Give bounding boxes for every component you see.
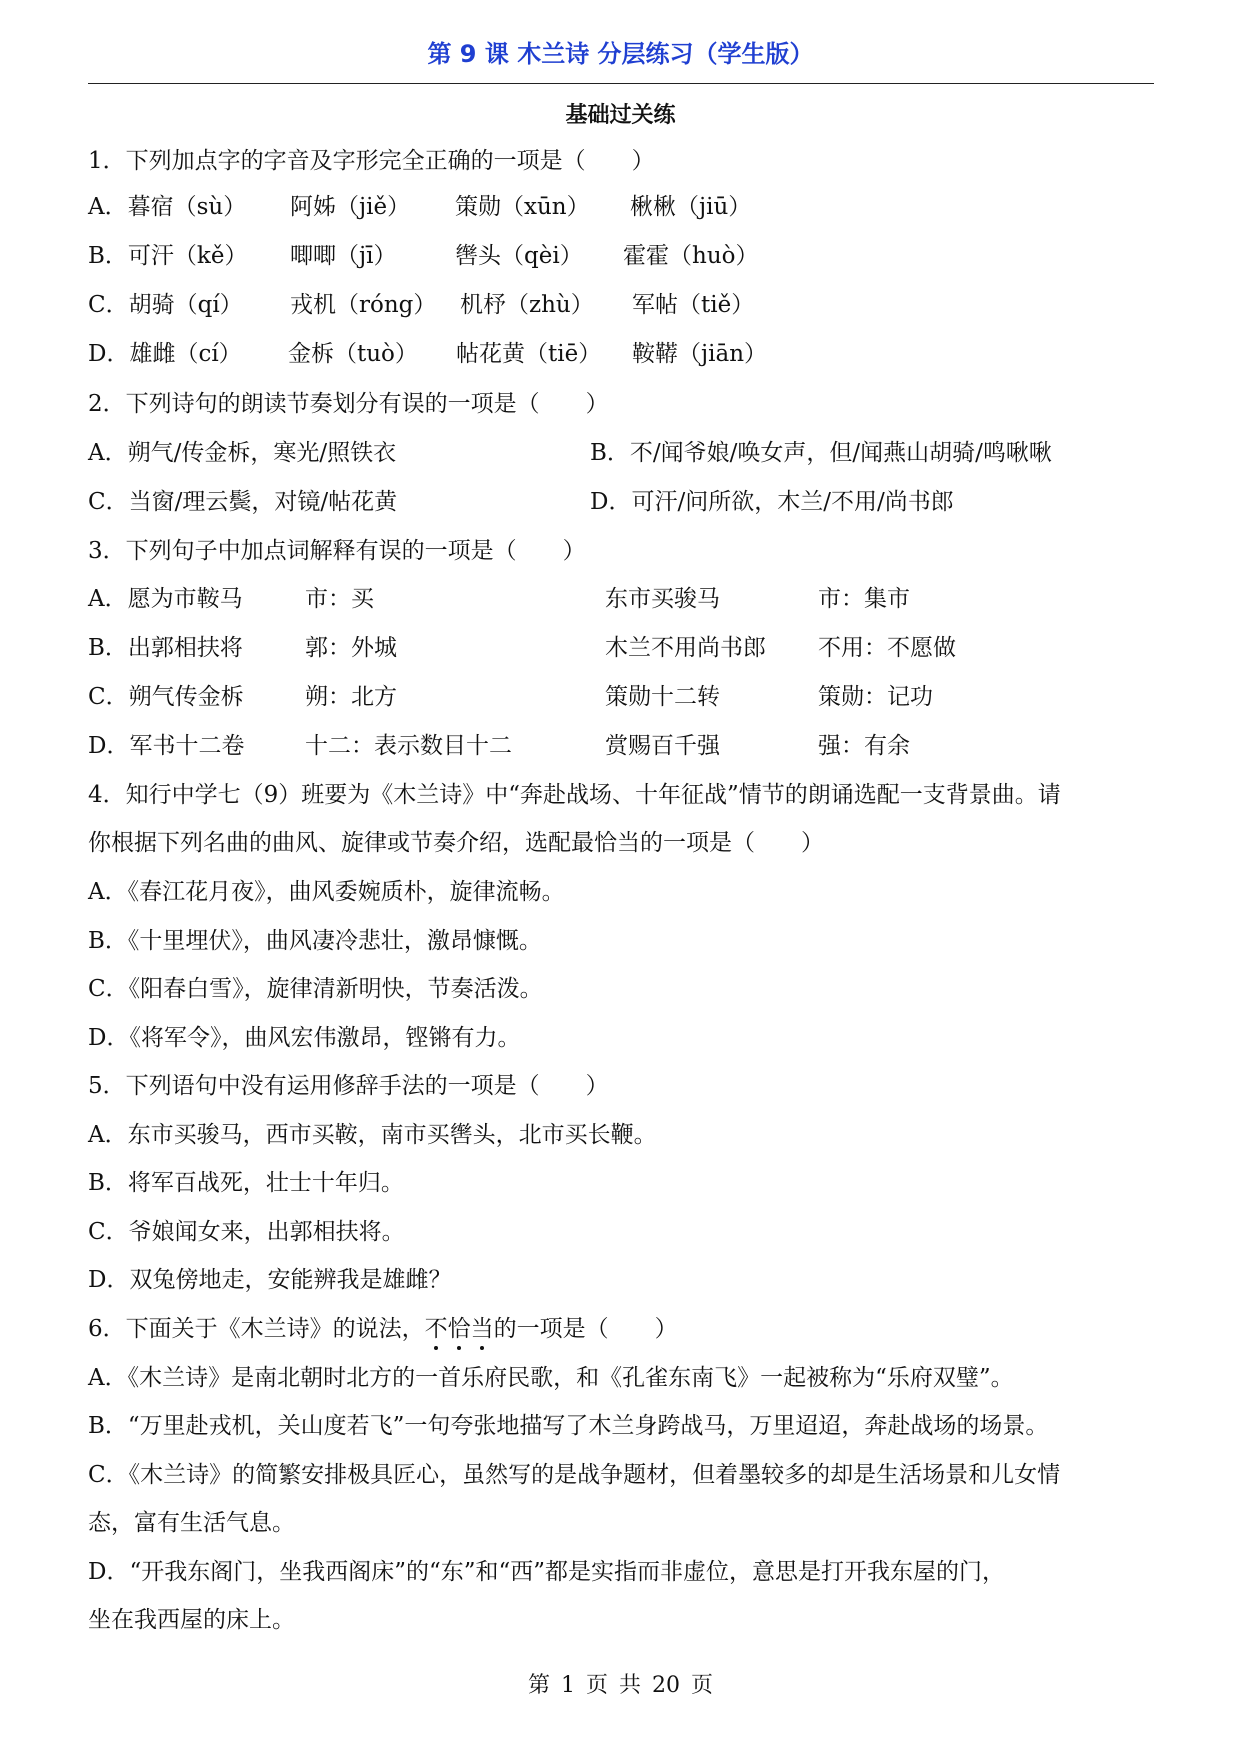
q3-option-a-sentence-2: 东市买骏马 — [605, 586, 720, 612]
q1-option-c-item-1: C．胡骑（qí） — [88, 292, 243, 318]
q6-option-d-line-1: D．“开我东阁门，坐我西阁床”的“东”和“西”都是实指而非虚位，意思是打开我东屋的门， — [88, 1559, 1005, 1585]
footer-page-label: 第 — [527, 1673, 550, 1698]
q1-option-b-item-1: B．可汗（kě） — [88, 243, 248, 269]
emphasis-char: 恰 — [447, 1316, 471, 1342]
section-title: 基础过关练 — [565, 103, 676, 128]
document-header-title: 第 9 课 木兰诗 分层练习（学生版） — [427, 40, 814, 68]
q3-option-c-sentence-1: C．朔气传金柝 — [88, 684, 244, 710]
footer-page-number: 1 — [560, 1673, 575, 1698]
q3-option-b-sentence-2: 木兰不用尚书郎 — [605, 635, 766, 661]
q3-option-c-sentence-2: 策勋十二转 — [605, 684, 720, 710]
q6-option-c-line-2: 态，富有生活气息。 — [88, 1510, 295, 1536]
q5-stem: 5．下列语句中没有运用修辞手法的一项是（ ） — [88, 1073, 609, 1099]
q1-stem: 1．下列加点字的字音及字形完全正确的一项是（ ） — [88, 148, 655, 174]
emphasis-char: 不 — [424, 1316, 448, 1342]
q3-option-c-gloss-1: 朔：北方 — [305, 684, 397, 710]
q4-option-d: D．《将军令》，曲风宏伟激昂，铿锵有力。 — [88, 1025, 521, 1051]
q1-option-d-item-2: 金柝（tuò） — [288, 341, 418, 367]
q6-option-c-line-1: C．《木兰诗》的简繁安排极具匠心，虽然写的是战争题材，但着墨较多的却是生活场景和儿女情 — [88, 1462, 1061, 1488]
q3-option-a-sentence-1: A．愿为市鞍马 — [88, 586, 243, 612]
q6-option-b: B．“万里赴戎机，关山度若飞”一句夸张地描写了木兰身跨战马，万里迢迢，奔赴战场的场景。 — [88, 1413, 1049, 1439]
q3-option-d-sentence-2: 赏赐百千强 — [605, 733, 720, 759]
q4-option-c: C．《阳春白雪》，旋律清新明快，节奏活泼。 — [88, 976, 543, 1002]
q2-option-a: A．朔气/传金柝，寒光/照铁衣 — [88, 440, 397, 466]
q1-option-c-item-2: 戎机（róng） — [290, 292, 437, 318]
q1-option-b-item-4: 霍霍（huò） — [623, 243, 759, 269]
footer-total-number: 20 — [652, 1673, 681, 1698]
q6-stem-prefix: 6．下面关于《木兰诗》的说法， — [88, 1316, 425, 1342]
q1-option-a-item-3: 策勋（xūn） — [455, 194, 590, 220]
q1-option-d-item-1: D．雄雌（cí） — [88, 341, 242, 367]
q1-option-b-item-3: 辔头（qèi） — [455, 243, 583, 269]
q3-option-b-gloss-2: 不用：不愿做 — [818, 635, 956, 661]
q6-stem-emphasis — [425, 1316, 494, 1342]
emphasis-char: 当 — [470, 1316, 494, 1342]
q1-option-b-item-2: 唧唧（jī） — [290, 243, 397, 269]
q6-stem — [88, 1314, 678, 1344]
q5-option-b: B．将军百战死，壮士十年归。 — [88, 1170, 404, 1196]
q5-option-a: A．东市买骏马，西市买鞍，南市买辔头，北市买长鞭。 — [88, 1122, 657, 1148]
q3-option-a-gloss-2: 市：集市 — [818, 586, 910, 612]
q1-option-d-item-3: 帖花黄（tiē） — [456, 341, 602, 367]
q4-stem-line-1: 4．知行中学七（9）班要为《木兰诗》中“奔赴战场、十年征战”情节的朗诵选配一支背景曲。请 — [88, 782, 1061, 808]
q5-option-d: D．双兔傍地走，安能辨我是雄雌？ — [88, 1267, 452, 1293]
q3-option-d-sentence-1: D．军书十二卷 — [88, 733, 245, 759]
q1-option-c-item-3: 机杼（zhù） — [460, 292, 594, 318]
q3-stem: 3．下列句子中加点词解释有误的一项是（ ） — [88, 538, 586, 564]
q3-option-c-gloss-2: 策勋：记功 — [818, 684, 933, 710]
footer-total-label: 共 — [619, 1673, 642, 1698]
q1-option-c-item-4: 军帖（tiě） — [632, 292, 755, 318]
q6-option-d-line-2: 坐在我西屋的床上。 — [88, 1607, 295, 1633]
footer-total-unit: 页 — [691, 1673, 714, 1698]
q1-option-a-item-1: A．暮宿（sù） — [88, 194, 247, 220]
q3-option-a-gloss-1: 市：买 — [305, 586, 374, 612]
q6-stem-suffix: 的一项是（ ） — [493, 1316, 678, 1342]
footer-page-unit: 页 — [585, 1673, 608, 1698]
q1-option-d-item-4: 鞍鞯（jiān） — [632, 341, 768, 367]
q1-option-a-item-2: 阿姊（jiě） — [290, 194, 411, 220]
q2-option-c: C．当窗/理云鬓，对镜/帖花黄 — [88, 489, 398, 515]
header-divider — [88, 83, 1154, 84]
q4-stem-line-2: 你根据下列名曲的曲风、旋律或节奏介绍，选配最恰当的一项是（ ） — [88, 830, 824, 856]
q4-option-b: B．《十里埋伏》，曲风凄冷悲壮，激昂慷慨。 — [88, 928, 542, 954]
q2-option-b: B．不/闻爷娘/唤女声，但/闻燕山胡骑/鸣啾啾 — [590, 440, 1052, 466]
q2-option-d: D．可汗/问所欲，木兰/不用/尚书郎 — [590, 489, 954, 515]
q5-option-c: C．爷娘闻女来，出郭相扶将。 — [88, 1219, 405, 1245]
q1-option-a-item-4: 楸楸（jiū） — [630, 194, 752, 220]
q3-option-b-sentence-1: B．出郭相扶将 — [88, 635, 243, 661]
q3-option-b-gloss-1: 郭：外城 — [305, 635, 397, 661]
q3-option-d-gloss-2: 强：有余 — [818, 733, 910, 759]
q6-option-a: A．《木兰诗》是南北朝时北方的一首乐府民歌，和《孔雀东南飞》一起被称为“乐府双璧”。 — [88, 1365, 1014, 1391]
q2-stem: 2．下列诗句的朗读节奏划分有误的一项是（ ） — [88, 391, 609, 417]
page-footer — [0, 1668, 1241, 1699]
q3-option-d-gloss-1: 十二：表示数目十二 — [305, 733, 512, 759]
q4-option-a: A．《春江花月夜》，曲风委婉质朴，旋律流畅。 — [88, 879, 565, 905]
